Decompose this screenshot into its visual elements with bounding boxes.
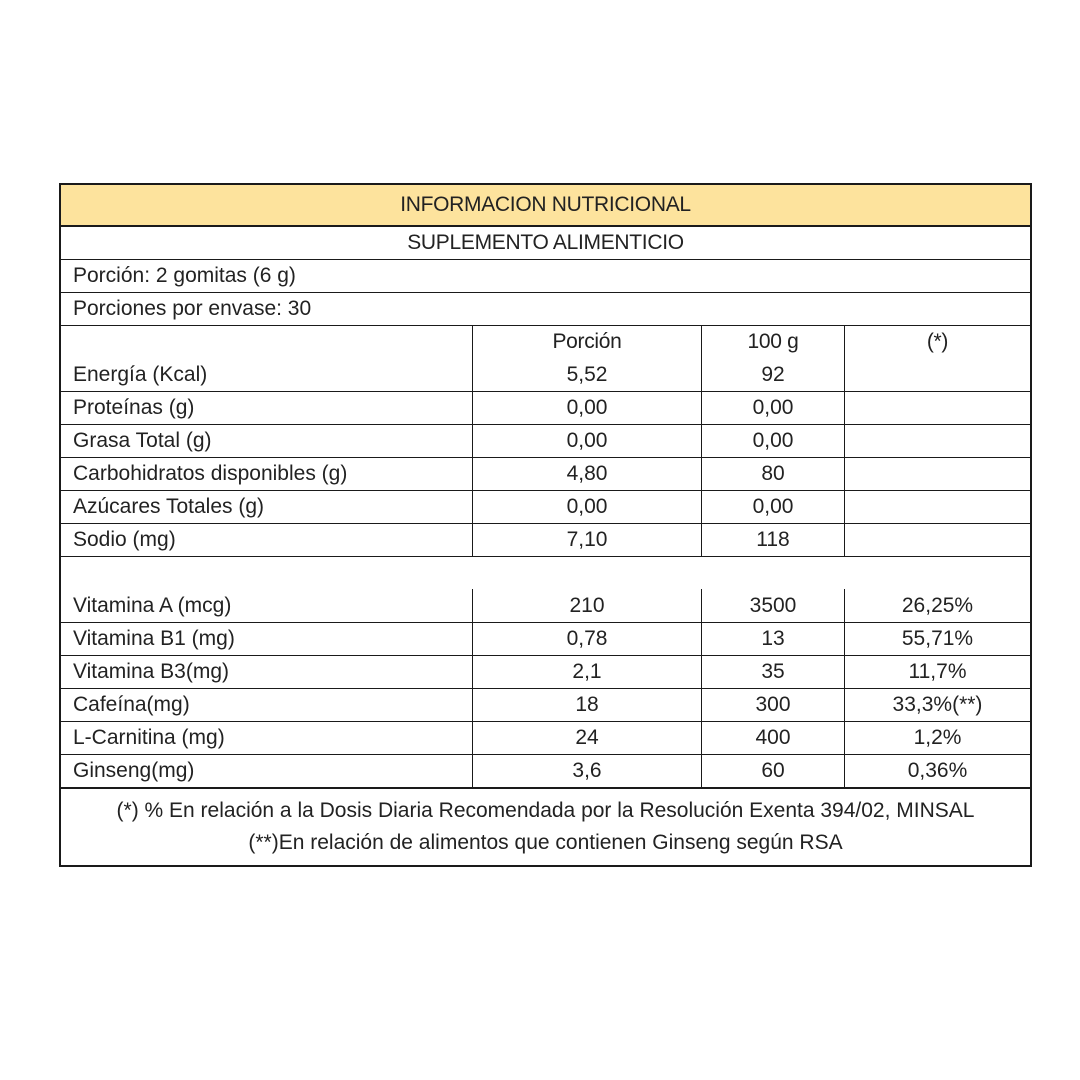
row-name: Vitamina B3(mg)	[73, 660, 230, 683]
table-subtitle-row	[61, 225, 1030, 259]
servings-per-container: Porciones por envase: 30	[73, 297, 312, 320]
table-row	[61, 721, 1030, 754]
row-per100: 35	[701, 656, 844, 688]
serving-size-row	[61, 259, 1030, 292]
row-portion: 7,10	[472, 524, 701, 556]
table-subtitle: SUPLEMENTO ALIMENTICIO	[407, 231, 684, 254]
row-per100: 118	[701, 524, 844, 556]
row-per100: 400	[701, 722, 844, 754]
row-portion: 24	[472, 722, 701, 754]
row-dv: 11,7%	[844, 656, 1030, 688]
vitamin-rows	[61, 589, 1030, 787]
row-per100: 92	[701, 358, 844, 391]
footnote-dv: (*) % En relación a la Dosis Diaria Recomendada por la Resolución Exenta 394/02, MINSAL	[116, 799, 975, 822]
footnote-ginseng: (**)En relación de alimentos que contienen Ginseng según RSA	[248, 831, 843, 854]
row-per100: 0,00	[701, 425, 844, 457]
row-dv	[844, 392, 1030, 424]
row-portion: 4,80	[472, 458, 701, 490]
table-row	[61, 622, 1030, 655]
nutrition-facts-table	[59, 183, 1032, 867]
footnotes	[61, 787, 1030, 865]
table-row	[61, 655, 1030, 688]
table-row	[61, 457, 1030, 490]
row-dv	[844, 524, 1030, 556]
row-name: L-Carnitina (mg)	[73, 726, 225, 749]
column-header-row	[61, 325, 1030, 358]
row-portion: 0,78	[472, 623, 701, 655]
row-name: Sodio (mg)	[73, 528, 176, 551]
column-header-name	[61, 326, 472, 358]
row-dv	[844, 358, 1030, 391]
row-per100: 60	[701, 755, 844, 787]
row-portion: 18	[472, 689, 701, 721]
row-name: Energía (Kcal)	[73, 362, 208, 386]
serving-size: Porción: 2 gomitas (6 g)	[73, 264, 296, 287]
row-dv	[844, 491, 1030, 523]
row-portion: 0,00	[472, 491, 701, 523]
servings-per-container-row	[61, 292, 1030, 325]
column-header-dv: (*)	[844, 326, 1030, 358]
row-name: Ginseng(mg)	[73, 759, 195, 782]
row-name: Proteínas (g)	[73, 396, 195, 419]
column-header-per100: 100 g	[701, 326, 844, 358]
row-name: Carbohidratos disponibles (g)	[73, 462, 348, 485]
row-per100: 0,00	[701, 491, 844, 523]
row-portion: 3,6	[472, 755, 701, 787]
row-dv: 33,3%(**)	[844, 689, 1030, 721]
row-dv: 26,25%	[844, 589, 1030, 622]
table-row	[61, 391, 1030, 424]
row-dv	[844, 425, 1030, 457]
row-name: Vitamina B1 (mg)	[73, 627, 235, 650]
table-row	[61, 589, 1030, 622]
row-dv: 1,2%	[844, 722, 1030, 754]
row-portion: 0,00	[472, 425, 701, 457]
row-name: Azúcares Totales (g)	[73, 495, 265, 518]
row-name: Cafeína(mg)	[73, 693, 190, 716]
row-portion: 0,00	[472, 392, 701, 424]
row-dv: 55,71%	[844, 623, 1030, 655]
row-per100: 0,00	[701, 392, 844, 424]
spacer-row	[61, 556, 1030, 589]
nutrient-rows	[61, 358, 1030, 556]
row-portion: 5,52	[472, 358, 701, 391]
row-portion: 210	[472, 589, 701, 622]
row-dv	[844, 458, 1030, 490]
row-name: Grasa Total (g)	[73, 429, 212, 452]
row-dv: 0,36%	[844, 755, 1030, 787]
row-per100: 300	[701, 689, 844, 721]
table-title: INFORMACION NUTRICIONAL	[400, 193, 691, 216]
row-per100: 80	[701, 458, 844, 490]
row-portion: 2,1	[472, 656, 701, 688]
column-header-portion: Porción	[472, 326, 701, 358]
table-row	[61, 490, 1030, 523]
table-title-row	[61, 185, 1030, 225]
table-row	[61, 424, 1030, 457]
row-per100: 3500	[701, 589, 844, 622]
row-name: Vitamina A (mcg)	[73, 593, 232, 617]
table-row	[61, 688, 1030, 721]
row-per100: 13	[701, 623, 844, 655]
table-row	[61, 523, 1030, 556]
table-row	[61, 358, 1030, 391]
table-row	[61, 754, 1030, 787]
